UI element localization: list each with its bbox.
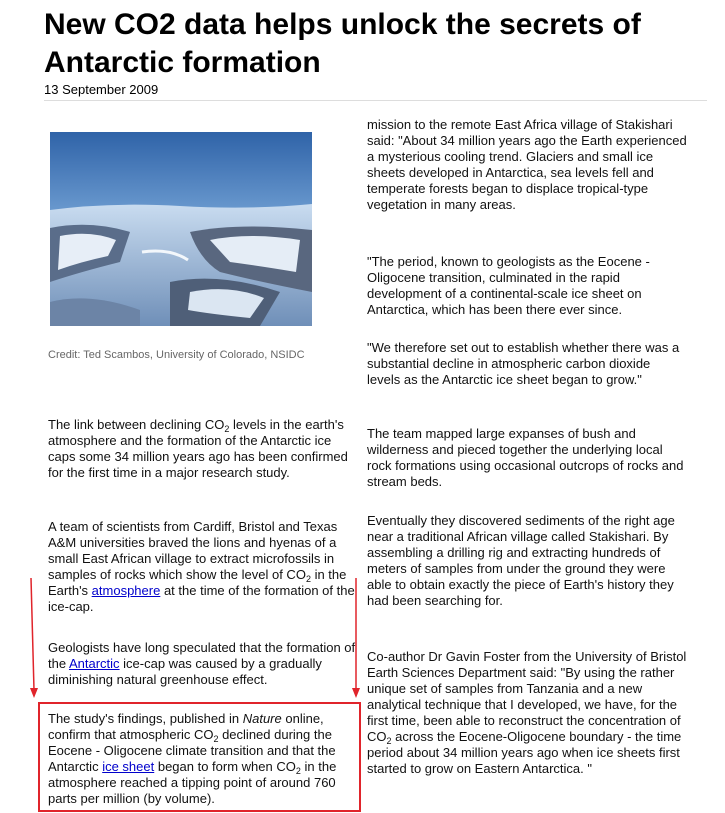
ice-sheet-link[interactable]: ice sheet <box>102 759 155 774</box>
antarctic-link[interactable]: Antarctic <box>68 656 120 671</box>
left-paragraph-2: A team of scientists from Cardiff, Bristol and Texas A&M universities braved the lions and hyenas of a small East African village to extract microfossils in samples of rocks which show the level of $CO_2$ in the Earth's atmosphere at the time of the formation of the ice-cap. <box>48 519 355 614</box>
image-credit: Credit: Ted Scambos, University of Colorado, NSIDC <box>48 349 305 361</box>
right-paragraph-2: "The period, known to geologists as the Eocene - Oligocene transition, culminated in the rapid development of a continental-scale ice sheet on Antarctica, which has been there ever since. <box>367 254 650 317</box>
highlight-box <box>38 702 361 812</box>
right-paragraph-5: Eventually they discovered sediments of the right age near a traditional African village called Stakishari. By assembling a drilling rig and extracting hundreds of meters of samples from under the ground they were able to obtain exactly the piece of Earth's history they had been searching for. <box>367 513 675 608</box>
title-divider <box>44 100 707 101</box>
left-arrow-head <box>30 688 38 698</box>
right-paragraph-3: "We therefore set out to establish whether there was a substantial decline in atmospheric carbon dioxide levels as the Antarctic ice sheet began to grow." <box>367 340 680 387</box>
left-paragraph-1: The link between declining $CO_2$ levels in the earth's atmosphere and the formation of the Antarctic ice caps some 34 million years ago has been confirmed for the first time in a major research study. <box>48 417 348 480</box>
left-arrow-line <box>31 578 34 690</box>
article-date: 13 September 2009 <box>44 82 159 97</box>
article-title: New CO2 data helps unlock the secrets of Antarctic formation <box>44 8 641 79</box>
right-paragraph-6: Co-author Dr Gavin Foster from the University of Bristol Earth Sciences Department said: "By using the rather unique set of samples from Tanzania and a new analytical technique that I developed, we have, for the first time, been able to reconstruct the concentration of $CO_2$ across the Eocene-Oligocene boundary - the time period about 34 million years ago when ice sheets first started to grow on Eastern Antarctica. " <box>367 649 687 776</box>
antarctic-photo <box>50 132 312 326</box>
left-paragraph-3: Geologists have long speculated that the formation of the Antarctic ice-cap was caused by a gradually diminishing natural greenhouse effect. <box>48 640 356 687</box>
right-paragraph-1: mission to the remote East Africa village of Stakishari said: "About 34 million years ago the Earth experienced a mysterious cooling trend. Glaciers and small ice sheets developed in Antarctica, sea levels fell and temperate forests began to displace tropical-type vegetation in many areas. <box>367 117 687 212</box>
left-paragraph-4: The study's findings, published in Nature online, confirm that atmospheric $CO_2$ declined during the Eocene - Oligocene climate transition and that the Antarctic ice sheet began to form when $CO_2$ in the atmosphere reached a tipping point of around 760 parts per million (by volume). <box>48 711 337 806</box>
atmosphere-link[interactable]: atmosphere <box>91 583 161 598</box>
right-paragraph-4: The team mapped large expanses of bush and wilderness and pieced together the underlying local rock formations using occasional outcrops of rocks and stream beds. <box>367 426 684 489</box>
right-arrow-head <box>352 688 360 698</box>
